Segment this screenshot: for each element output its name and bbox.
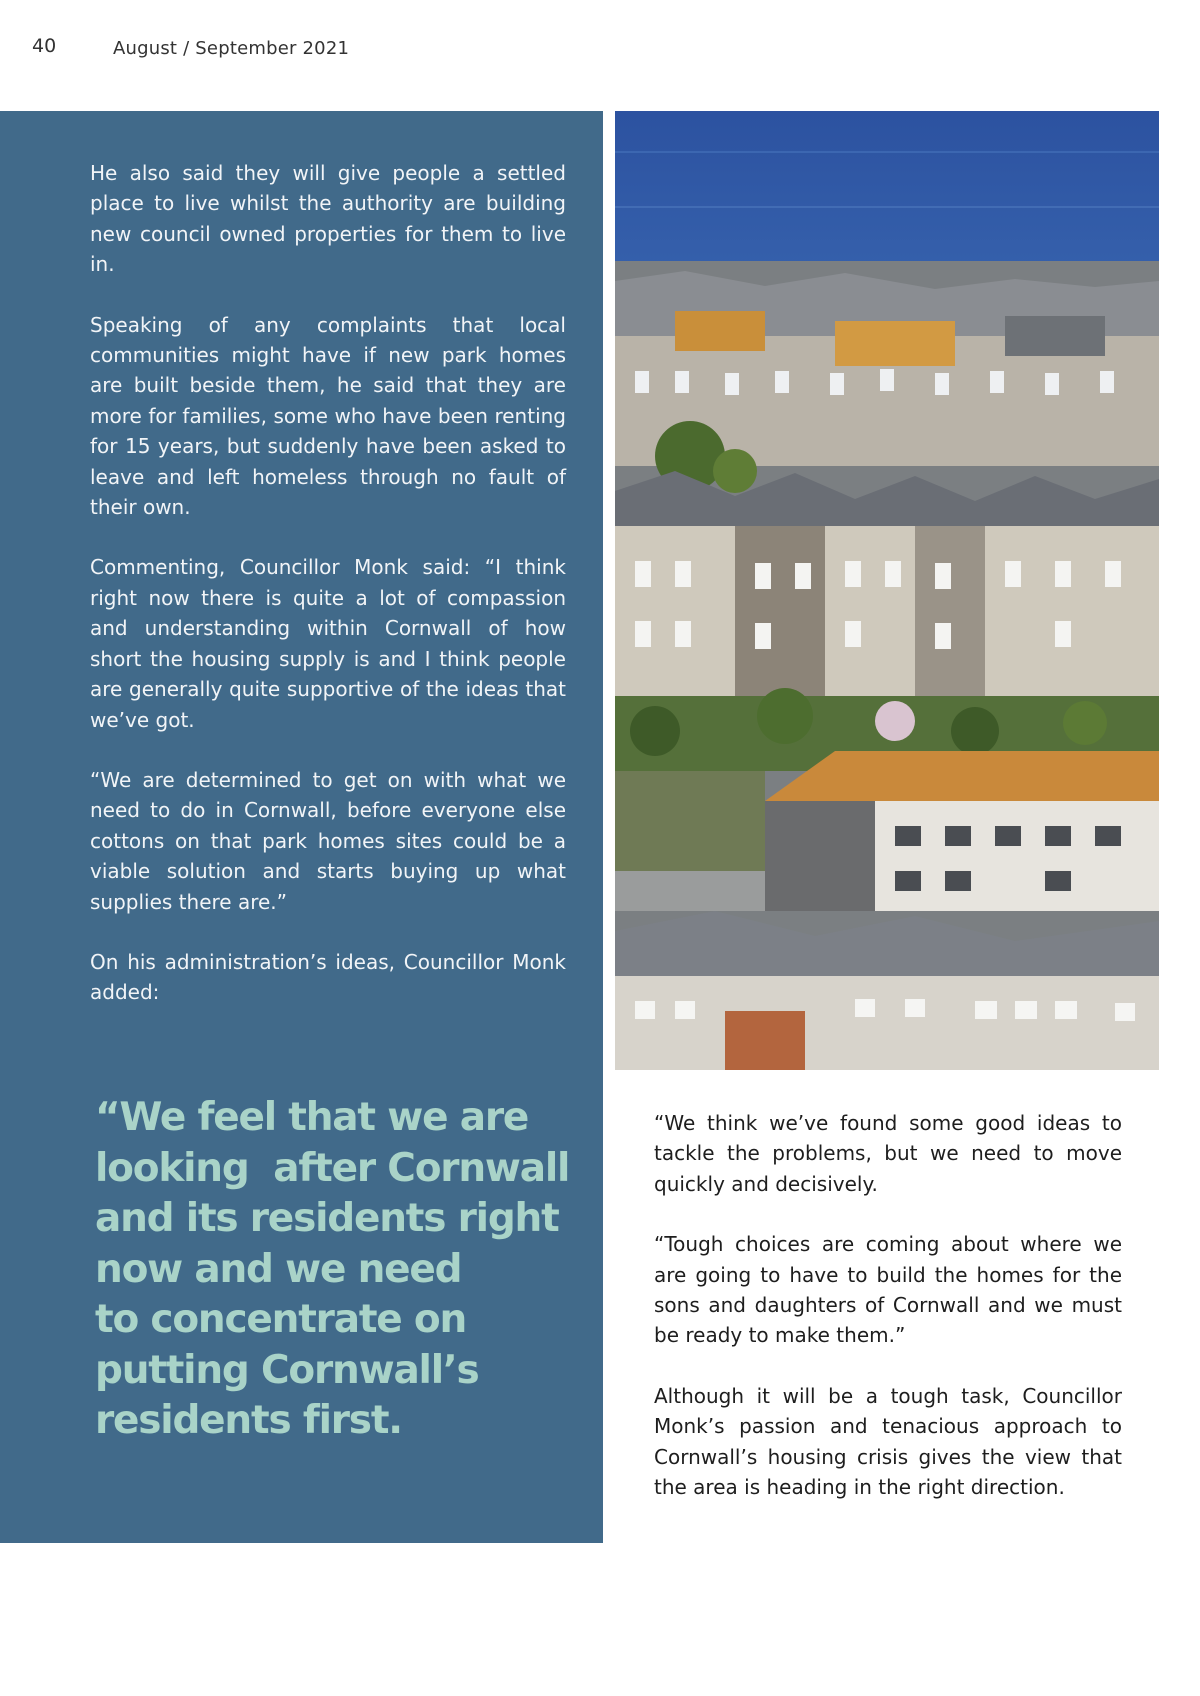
pull-quote-line: looking after Cornwall [95, 1145, 570, 1191]
paragraph: “We are determined to get on with what we need to do in Cornwall, before everyone else cottons on that park homes sites could be a viable solution and starts buying up what supplies there are.” [90, 767, 566, 914]
page-number: 40 [32, 35, 57, 57]
paragraph: Speaking of any complaints that local communities might have if new park homes are built beside them, he said that they are more for families, some who have been renting for 15 years, but suddenly have been asked to leave and left homeless through no fault of their own. [90, 312, 566, 520]
pull-quote-line: to concentrate on [95, 1297, 467, 1342]
town-houses-photo [615, 111, 1159, 1070]
pull-quote [95, 1093, 570, 1447]
paragraph: “Tough choices are coming about where we are going to have to build the homes for the sons and daughters of Cornwall and we must be ready to make them.” [654, 1232, 1122, 1348]
issue-date: August / September 2021 [113, 38, 350, 59]
paragraph: Although it will be a tough task, Councillor Monk’s passion and tenacious approach to Cornwall’s housing crisis gives the view that the area is heading in the right direction. [654, 1383, 1122, 1500]
pull-quote-line: putting Cornwall’s [95, 1347, 479, 1393]
pull-quote-line: residents first. [95, 1398, 402, 1443]
paragraph: “We think we’ve found some good ideas to tackle the problems, but we need to move quickly and decisively. [654, 1111, 1122, 1196]
paragraph: He also said they will give people a settled place to live whilst the authority are building new council owned properties for them to live in. [90, 161, 566, 277]
pull-quote-line: “We feel that we are [95, 1095, 529, 1140]
pull-quote-line: now and we need [95, 1246, 462, 1292]
pull-quote-line: and its residents right [95, 1196, 559, 1241]
right-article-column [654, 1108, 1122, 1532]
paragraph: On his administration’s ideas, Councillor Monk added: [90, 949, 566, 1005]
left-article-column [90, 158, 566, 1038]
paragraph: Commenting, Councillor Monk said: “I think right now there is quite a lot of compassion and understanding within Cornwall of how short the housing supply is and I think people are generally quite supportive of the ideas that we’ve got. [90, 555, 566, 732]
